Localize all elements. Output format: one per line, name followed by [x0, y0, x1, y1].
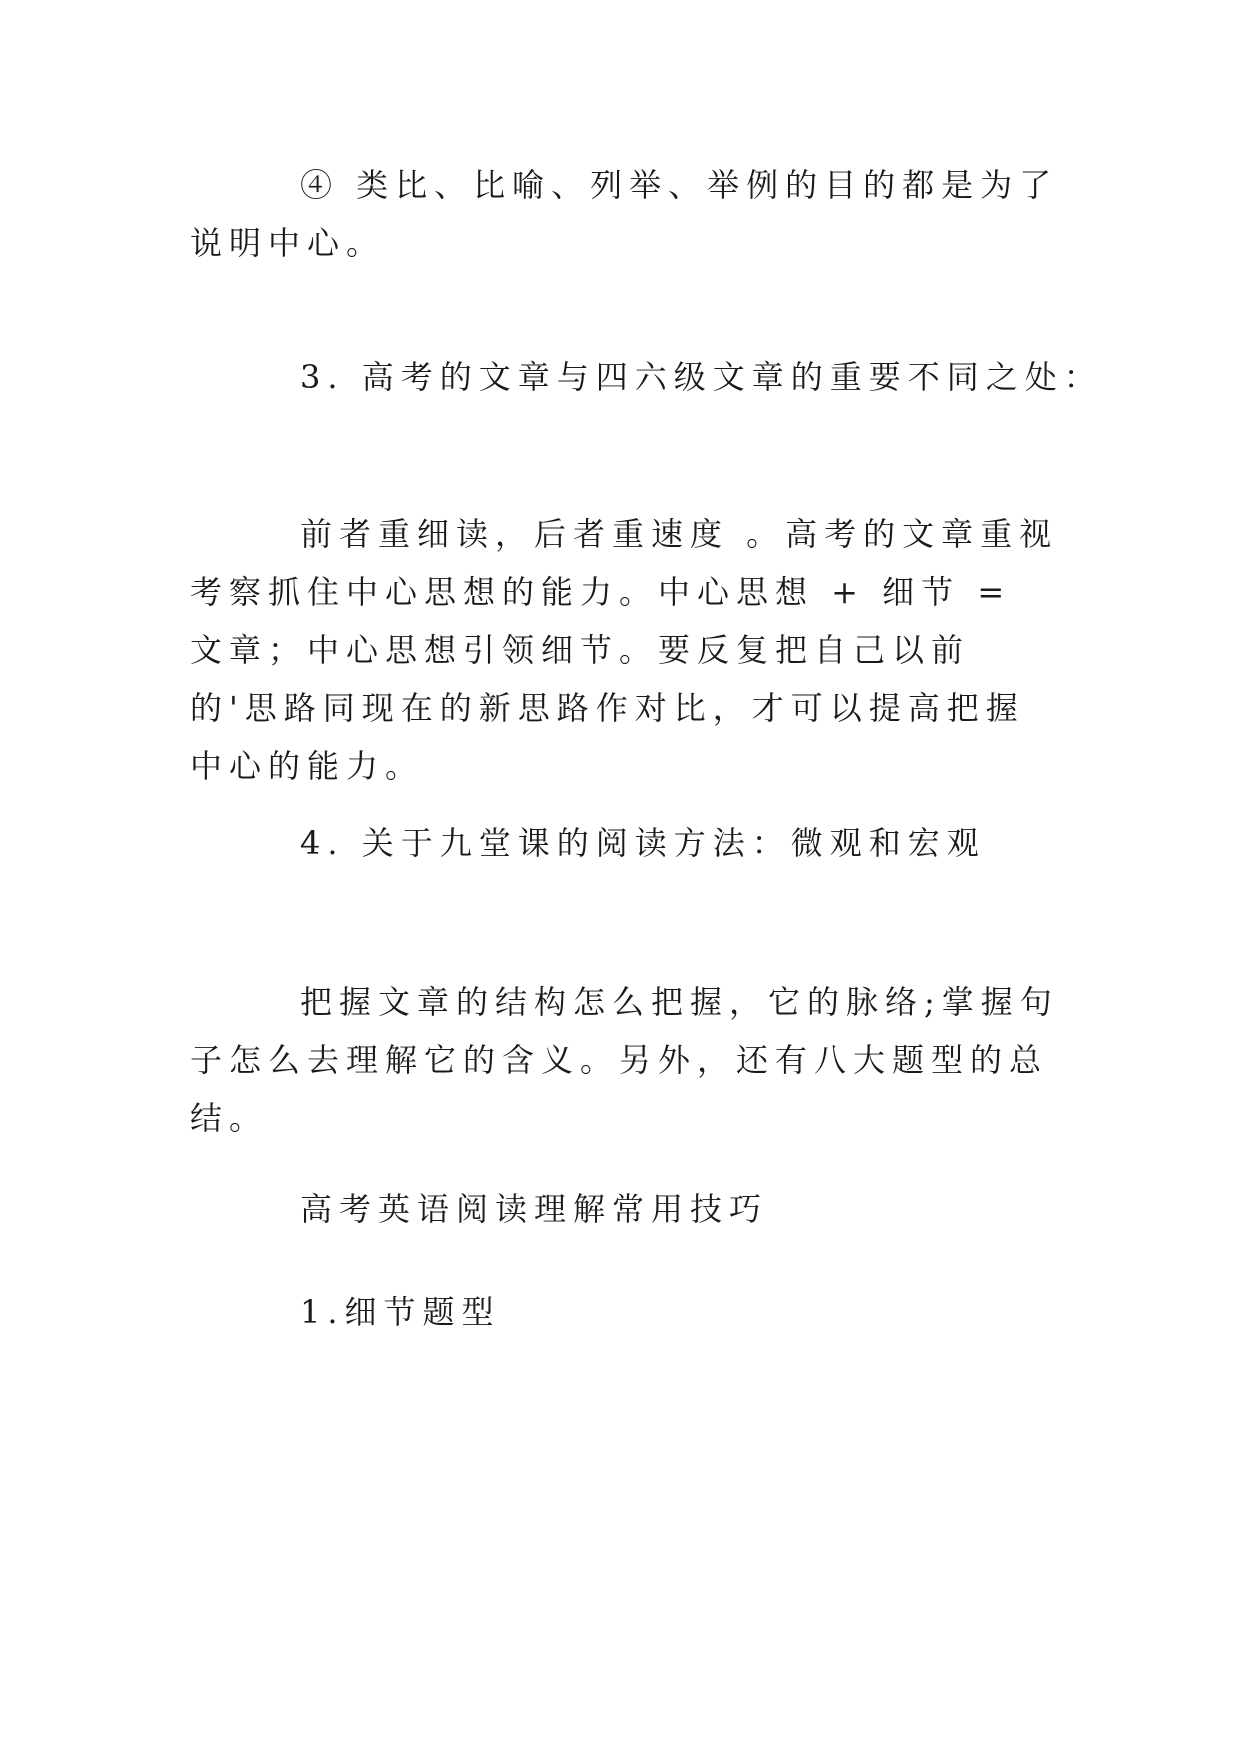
paragraph-analogy-purpose: ④ 类比、比喻、列举、举例的目的都是为了说明中心。: [190, 166, 1059, 262]
heading-nine-lessons-method: 4. 关于九堂课的阅读方法：微观和宏观: [300, 824, 986, 862]
subheading-detail-questions: 1.细节题型: [300, 1293, 501, 1331]
paragraph-detail-vs-speed: 前者重细读，后者重速度 。高考的文章重视考察抓住中心思想的能力。中心思想 + 细节 = 文章；中心思想引领细节。要反复把自己以前的'思路同现在的新思路作对比，才可以提高把握中心的能力。: [190, 515, 1059, 785]
section-title-reading-tips: 高考英语阅读理解常用技巧: [300, 1190, 769, 1228]
heading-gaokao-vs-cet: 3. 高考的文章与四六级文章的重要不同之处：: [300, 358, 1103, 396]
paragraph-structure-and-sentences: 把握文章的结构怎么把握，它的脉络;掌握句子怎么去理解它的含义。另外，还有八大题型的总结。: [190, 983, 1059, 1137]
